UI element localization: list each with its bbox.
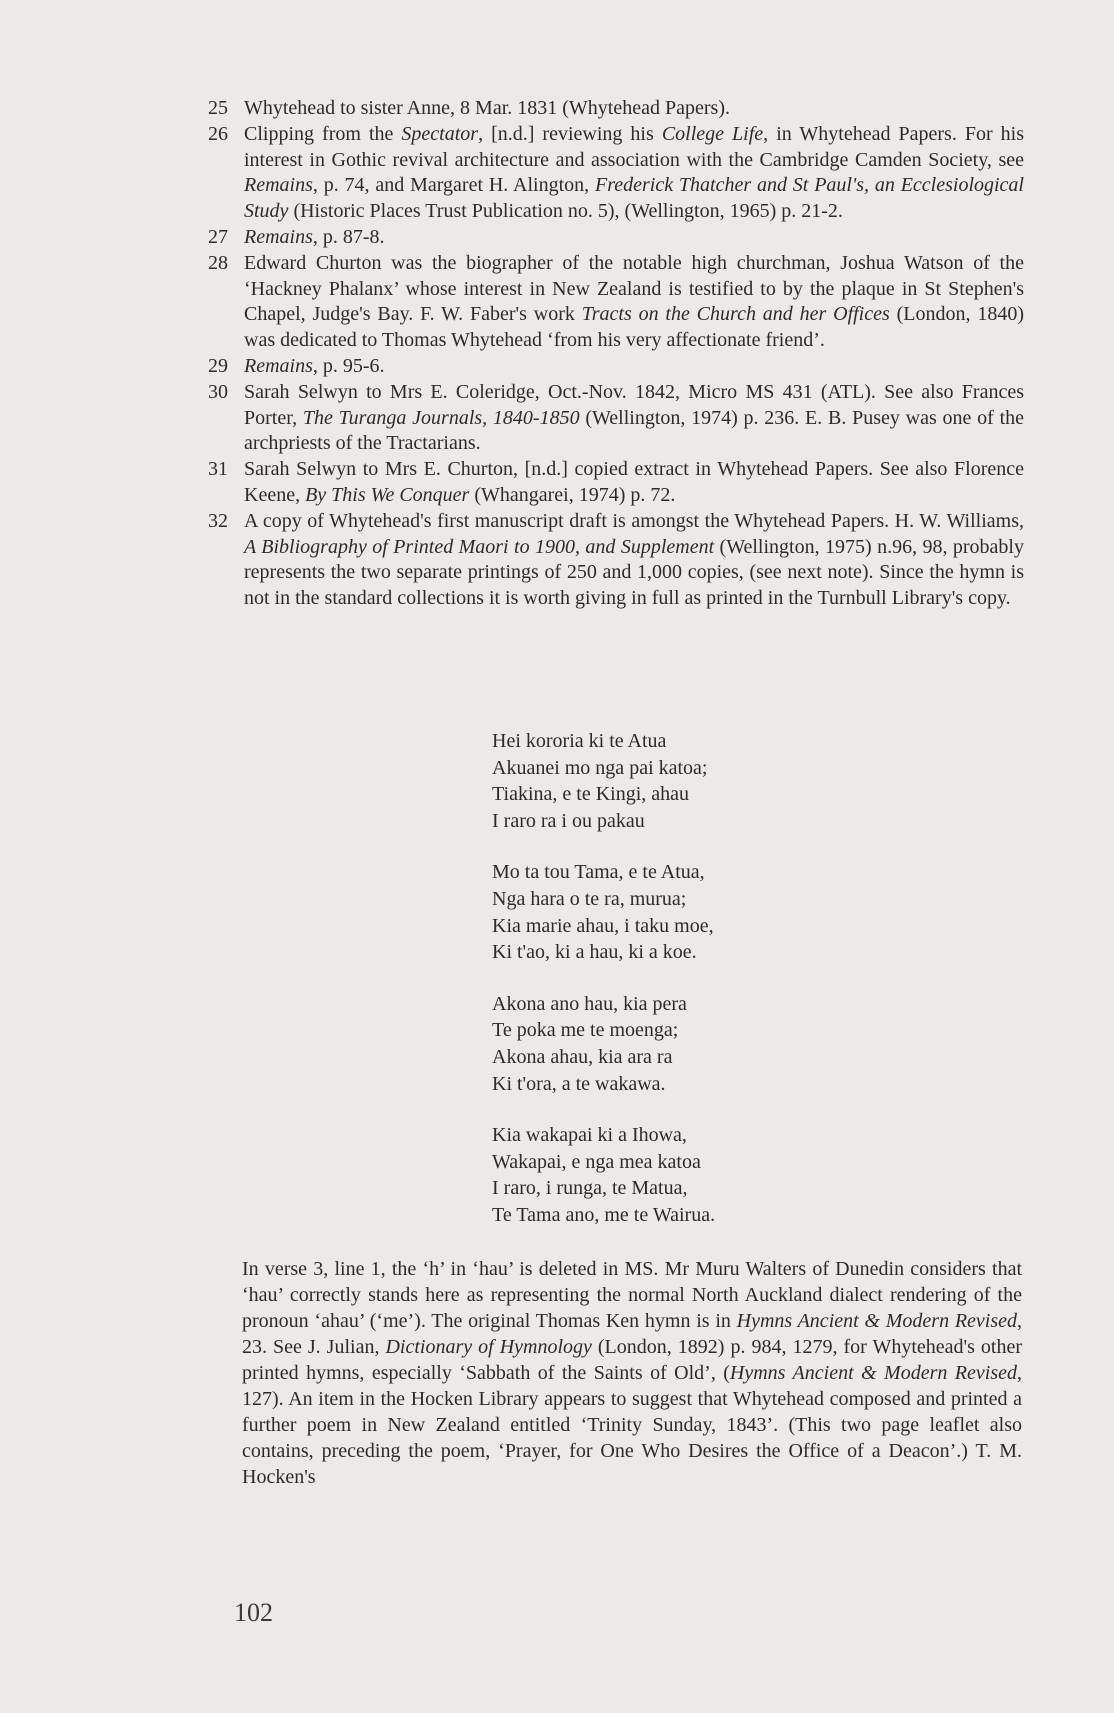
endnote-number: 27	[208, 225, 228, 248]
commentary-paragraph: In verse 3, line 1, the ‘h’ in ‘hau’ is deleted in MS. Mr Muru Walters of Dunedin considers that ‘hau’ correctly stands here as representing the normal North Auckland dialect rendering of the pronoun ‘ahau’ (‘me’). The original Thomas Ken hymn is in Hymns Ancient & Modern Revised, 23. See J. Julian, Dictionary of Hymnology (London, 1892) p. 984, 1279, for Whytehead's other printed hymns, especially ‘Sabbath of the Saints of Old’, (Hymns Ancient & Modern Revised, 127). An item in the Hocken Library appears to suggest that Whytehead composed and printed a further poem in New Zealand entitled ‘Trinity Sunday, 1843’. (This two page leaflet also contains, preceding the poem, ‘Prayer, for One Who Desires the Office of a Deacon’.) T. M. Hocken's	[242, 1258, 1023, 1488]
poem-line: Te poka me te moenga;	[492, 1019, 679, 1042]
poem-line: Wakapai, e nga mea katoa	[492, 1150, 701, 1173]
endnote-number: 26	[208, 122, 228, 145]
endnote-31	[208, 457, 1024, 509]
endnote-25	[208, 96, 1024, 122]
poem-line: Hei kororia ki te Atua	[492, 730, 667, 752]
endnote-number: 29	[208, 354, 228, 377]
poem-stanza-4	[492, 1122, 912, 1228]
endnote-number: 31	[208, 458, 228, 481]
endnotes	[208, 96, 1024, 612]
endnote-text: Whytehead to sister Anne, 8 Mar. 1831 (Whytehead Papers).	[244, 97, 730, 119]
endnote-text: Sarah Selwyn to Mrs E. Churton, [n.d.] copied extract in Whytehead Papers. See also Florence Keene, By This We Conquer (Whangarei, 1974) p. 72.	[244, 458, 1024, 506]
poem-line: I raro, i runga, te Matua,	[492, 1177, 688, 1200]
poem-line: I raro ra i ou pakau	[492, 809, 645, 832]
poem-line: Akona ano hau, kia pera	[492, 992, 687, 1015]
poem-line: Kia marie ahau, i taku moe,	[492, 914, 714, 937]
poem-line: Ki t'ora, a te wakawa.	[492, 1072, 666, 1095]
endnote-30	[208, 380, 1024, 457]
endnote-26	[208, 122, 1024, 225]
hymn-poem	[492, 728, 912, 1254]
endnote-28	[208, 251, 1024, 354]
endnote-29	[208, 354, 1024, 380]
endnote-text: Sarah Selwyn to Mrs E. Coleridge, Oct.-Nov. 1842, Micro MS 431 (ATL). See also Frances Porter, The Turanga Journals, 1840-1850 (Wellington, 1974) p. 236. E. B. Pusey was one of the archpriests of the Tractarians.	[244, 380, 1024, 455]
endnote-text: Edward Churton was the biographer of the notable high churchman, Joshua Watson of the ‘Hackney Phalanx’ whose interest in New Zealand is testified to by the plaque in St Stephen's Chapel, Judge's Bay. F. W. Faber's work Tracts on the Church and her Offices (London, 1840) was dedicated to Thomas Whytehead ‘from his very affectionate friend’.	[244, 251, 1024, 352]
poem-stanza-3	[492, 991, 912, 1097]
poem-line: Kia wakapai ki a Ihowa,	[492, 1124, 687, 1147]
endnote-32	[208, 509, 1024, 612]
endnote-number: 30	[208, 380, 228, 403]
poem-line: Mo ta tou Tama, e te Atua,	[492, 861, 705, 884]
endnote-text: Clipping from the Spectator, [n.d.] reviewing his College Life, in Whytehead Papers. For his interest in Gothic revival architecture and association with the Cambridge Camden Society, see Remains, p. 74, and Margaret H. Alington, Frederick Thatcher and St Paul's, an Ecclesiological Study (Historic Places Trust Publication no. 5), (Wellington, 1965) p. 21-2.	[244, 122, 1025, 223]
page-number: 102	[234, 1598, 273, 1627]
poem-line: Te Tama ano, me te Wairua.	[492, 1203, 716, 1226]
endnote-text: Remains, p. 95-6.	[244, 354, 385, 377]
poem-stanza-1	[492, 728, 912, 834]
poem-stanza-2	[492, 859, 912, 965]
endnote-27	[208, 225, 1024, 251]
poem-line: Nga hara o te ra, murua;	[492, 887, 687, 910]
endnote-number: 25	[208, 97, 228, 119]
poem-line: Ki t'ao, ki a hau, ki a koe.	[492, 941, 697, 964]
endnote-text: Remains, p. 87-8.	[244, 225, 385, 248]
poem-line: Akona ahau, kia ara ra	[492, 1045, 673, 1068]
poem-line: Akuanei mo nga pai katoa;	[492, 756, 708, 779]
endnote-text: A copy of Whytehead's first manuscript draft is amongst the Whytehead Papers. H. W. Williams, A Bibliography of Printed Maori to 1900, and Supplement (Wellington, 1975) n.96, 98, probably represents the two separate printings of 250 and 1,000 copies, (see next note). Since the hymn is not in the standard collections it is worth giving in full as printed in the Turnbull Library's copy.	[244, 509, 1024, 610]
endnote-number: 32	[208, 509, 228, 532]
endnote-number: 28	[208, 251, 228, 274]
poem-line: Tiakina, e te Kingi, ahau	[492, 783, 690, 806]
